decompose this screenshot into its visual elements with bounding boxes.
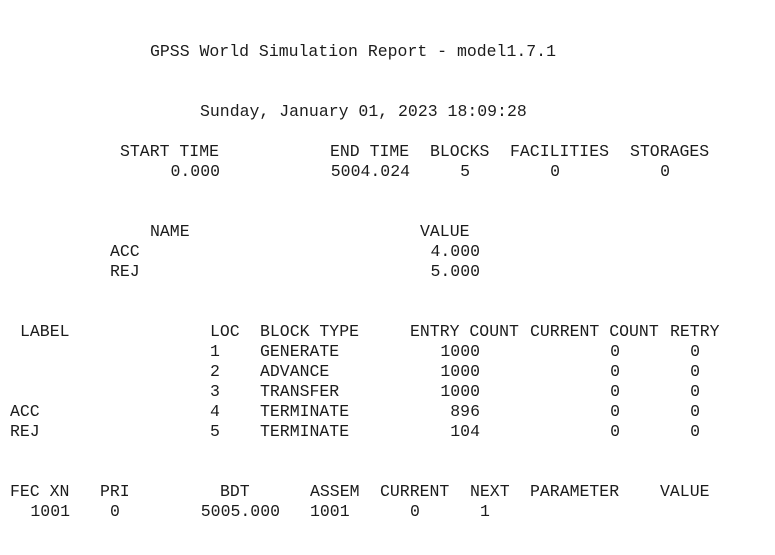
summary-blocks: 5 [460,162,470,181]
fec-header-current: CURRENT [380,482,450,501]
summary-start-time: 0.000 [170,162,220,181]
block-row-type: ADVANCE [260,362,330,381]
fec-header-bdt: BDT [220,482,250,501]
fec-pri-value: 0 [110,502,120,521]
name-row-name: ACC [110,242,140,261]
names-header-name: NAME [150,222,190,241]
block-row-loc: 2 [210,362,220,381]
names-header-value: VALUE [420,222,470,241]
block-row-label: ACC [10,402,40,421]
summary-storages: 0 [660,162,670,181]
block-row-retry: 0 [690,382,700,401]
block-row-entry-count: 1000 [440,382,480,401]
block-row-loc: 3 [210,382,220,401]
blocks-header-current-count: CURRENT COUNT [530,322,659,341]
block-row-loc: 5 [210,422,220,441]
block-row-type: GENERATE [260,342,340,361]
fec-header-next: NEXT [470,482,510,501]
block-row-label: REJ [10,422,40,441]
block-row-type: TERMINATE [260,422,350,441]
block-row-retry: 0 [690,362,700,381]
blocks-header-retry: RETRY [670,322,720,341]
summary-header-blocks: BLOCKS [430,142,490,161]
name-row-name: REJ [110,262,140,281]
summary-header-start-time: START TIME [120,142,220,161]
blocks-header-entry-count: ENTRY COUNT [410,322,519,341]
fec-bdt-value: 5005.000 [200,502,280,521]
block-row-type: TERMINATE [260,402,350,421]
report-date: Sunday, January 01, 2023 18:09:28 [200,102,527,121]
block-row-current-count: 0 [610,362,620,381]
blocks-header-label: LABEL [20,322,70,341]
summary-header-storages: STORAGES [630,142,710,161]
fec-next-value: 1 [480,502,490,521]
block-row-current-count: 0 [610,422,620,441]
block-row-loc: 4 [210,402,220,421]
blocks-header-loc: LOC [210,322,240,341]
name-row-value: 4.000 [430,242,480,261]
fec-assem-value: 1001 [310,502,350,521]
fec-xn-value: 1001 [30,502,70,521]
block-row-entry-count: 896 [450,402,480,421]
block-row-retry: 0 [690,342,700,361]
block-row-entry-count: 1000 [440,342,480,361]
summary-end-time: 5004.024 [330,162,410,181]
block-row-current-count: 0 [610,402,620,421]
fec-header-value: VALUE [660,482,710,501]
fec-header-parameter: PARAMETER [530,482,620,501]
block-row-current-count: 0 [610,382,620,401]
block-row-retry: 0 [690,402,700,421]
block-row-type: TRANSFER [260,382,340,401]
summary-header-end-time: END TIME [330,142,410,161]
fec-current-value: 0 [410,502,420,521]
summary-header-facilities: FACILITIES [510,142,610,161]
blocks-header-block-type: BLOCK TYPE [260,322,360,341]
fec-header-assem: ASSEM [310,482,360,501]
block-row-retry: 0 [690,422,700,441]
summary-facilities: 0 [550,162,560,181]
name-row-value: 5.000 [430,262,480,281]
block-row-entry-count: 1000 [440,362,480,381]
block-row-current-count: 0 [610,342,620,361]
report-title: GPSS World Simulation Report - model1.7.1 [150,42,556,61]
fec-header-pri: PRI [100,482,130,501]
block-row-entry-count: 104 [450,422,480,441]
fec-header-xn: FEC XN [10,482,70,501]
block-row-loc: 1 [210,342,220,361]
